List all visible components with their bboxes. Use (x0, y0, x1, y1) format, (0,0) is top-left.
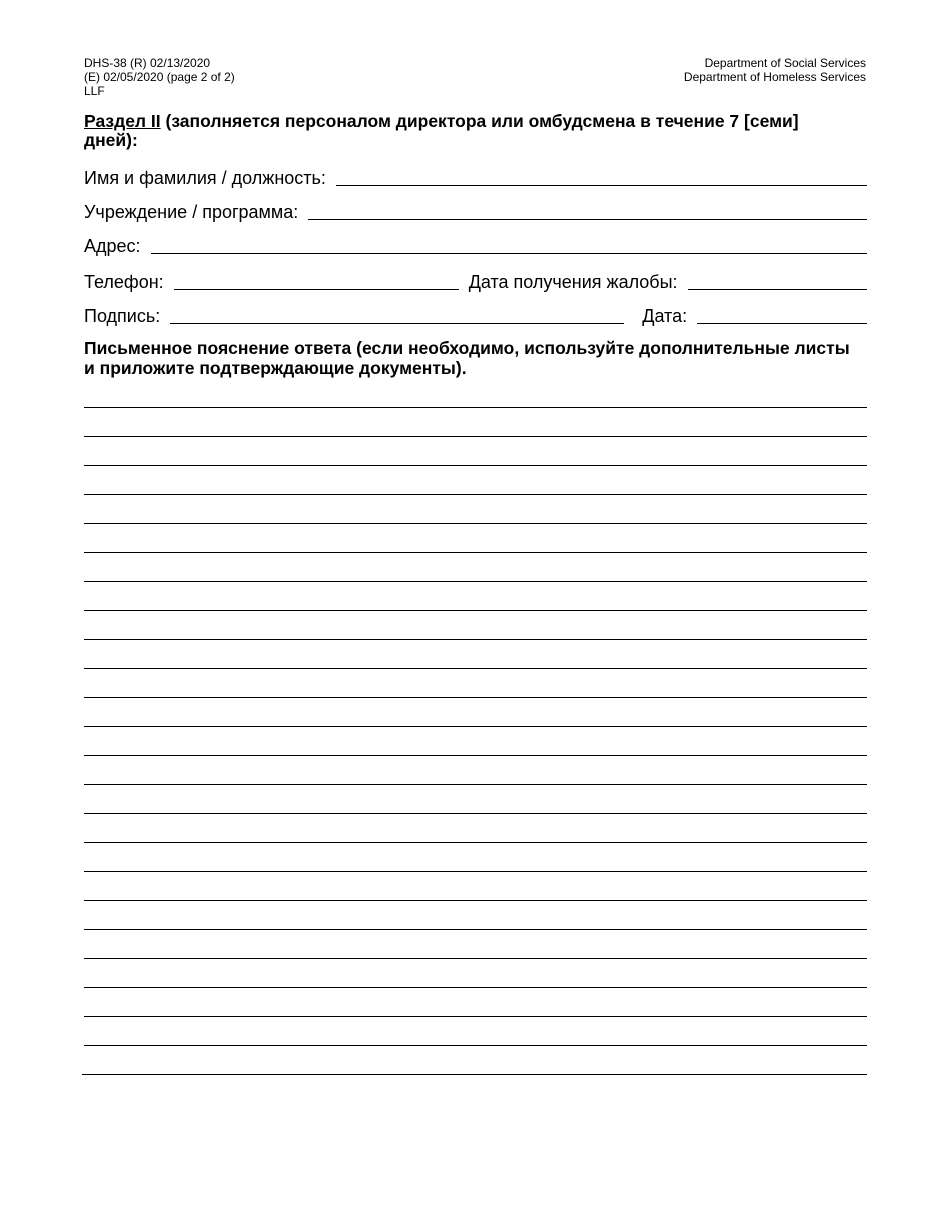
explanation-line[interactable] (84, 842, 867, 843)
explanation-line[interactable] (84, 494, 867, 495)
explanation-line[interactable] (84, 639, 867, 640)
signature-date-row (84, 302, 867, 326)
form-id-line-2: (E) 02/05/2020 (page 2 of 2) (84, 70, 235, 84)
date-label: Дата: (642, 306, 688, 326)
institution-field[interactable] (308, 201, 867, 220)
explanation-line[interactable] (84, 813, 867, 814)
name-title-label: Имя и фамилия / должность: (84, 168, 326, 188)
institution-label: Учреждение / программа: (84, 202, 299, 222)
explanation-line[interactable] (84, 871, 867, 872)
section-title (84, 112, 844, 150)
signature-label: Подпись: (84, 306, 161, 326)
explanation-line[interactable] (84, 929, 867, 930)
phone-field[interactable] (174, 271, 459, 290)
institution-row (84, 198, 867, 222)
explanation-line[interactable] (84, 900, 867, 901)
department-line-1: Department of Social Services (704, 56, 866, 70)
explanation-line[interactable] (84, 407, 867, 408)
address-row (84, 232, 867, 256)
explanation-line[interactable] (84, 784, 867, 785)
address-label: Адрес: (84, 236, 141, 256)
explanation-title: Письменное пояснение ответа (если необходимо, используйте дополнительные листы и приложите подтверждающие документы). (84, 338, 850, 378)
complaint-date-field[interactable] (688, 271, 867, 290)
name-title-field[interactable] (336, 167, 867, 186)
explanation-line[interactable] (82, 1074, 867, 1075)
explanation-line[interactable] (84, 552, 867, 553)
date-field[interactable] (697, 305, 867, 324)
name-title-row (84, 164, 867, 188)
explanation-line[interactable] (84, 668, 867, 669)
section-title-underlined: Раздел II (84, 111, 161, 131)
department-line-2: Department of Homeless Services (683, 70, 866, 84)
explanation-line[interactable] (84, 958, 867, 959)
explanation-line[interactable] (84, 1045, 867, 1046)
form-id-line-3: LLF (84, 84, 105, 98)
explanation-line[interactable] (84, 523, 867, 524)
address-field[interactable] (151, 235, 867, 254)
phone-label: Телефон: (84, 272, 164, 292)
form-id-block (84, 56, 235, 98)
explanation-line[interactable] (84, 987, 867, 988)
department-block (684, 56, 866, 84)
explanation-line[interactable] (84, 436, 867, 437)
explanation-line[interactable] (84, 697, 867, 698)
explanation-line[interactable] (84, 610, 867, 611)
phone-date-row (84, 268, 867, 292)
explanation-line[interactable] (84, 581, 867, 582)
explanation-line[interactable] (84, 1016, 867, 1017)
explanation-line[interactable] (84, 755, 867, 756)
signature-field[interactable] (170, 305, 624, 324)
section-title-rest: (заполняется персоналом директора или омбудсмена в течение 7 [семи] дней): (84, 111, 799, 150)
form-id-line-1: DHS-38 (R) 02/13/2020 (84, 56, 211, 70)
explanation-line[interactable] (84, 726, 867, 727)
explanation-line[interactable] (84, 465, 867, 466)
complaint-date-label: Дата получения жалобы: (468, 272, 678, 292)
